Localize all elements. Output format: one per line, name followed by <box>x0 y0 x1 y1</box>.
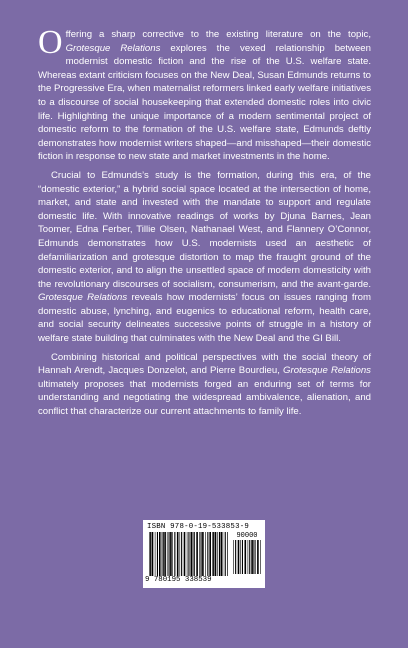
barcode-bar <box>238 540 240 574</box>
barcode-bar <box>215 532 217 576</box>
book-title-ref: Grotesque Relations <box>65 42 161 54</box>
addon-barcode-bars <box>233 540 261 574</box>
addon-digits: 90000 <box>236 532 258 540</box>
barcode-bar <box>184 532 186 576</box>
barcode-bar <box>162 532 163 576</box>
barcode-bar <box>221 532 223 576</box>
barcode-bar <box>260 540 261 574</box>
barcode-bar <box>207 532 208 576</box>
barcode-bar <box>253 540 254 574</box>
barcode-bar <box>150 532 151 576</box>
barcode-bar <box>180 532 181 576</box>
barcode-bar <box>193 532 194 576</box>
barcode-bar <box>240 540 241 574</box>
barcode-bar <box>177 532 179 576</box>
blurb-paragraph-1 <box>38 24 371 164</box>
barcode-bar <box>205 532 206 576</box>
barcode-bar <box>251 540 253 574</box>
paragraph-2-rest: reveals how modernists’ focus on issues ranging from domestic abuse, lynching, and eugenics to educational reform, health care, and social security delineates successive points of struggle in a history of welfare state building that culminates with the New Deal and the GI Bill. <box>38 292 372 345</box>
barcode-bar <box>199 532 200 576</box>
barcode-bar <box>157 532 158 576</box>
barcode-bar <box>223 532 224 576</box>
blurb-paragraph-2 <box>38 169 371 346</box>
barcode-bar <box>248 540 249 574</box>
barcode-bar <box>188 532 189 576</box>
barcode-bar <box>242 540 243 574</box>
paragraph-3-rest: ultimately proposes that modernists forged an enduring set of terms for understanding and negotiating the widespread ambivalence, alienation, and conflict that characterize our current attachments to family life. <box>38 378 371 418</box>
blurb-paragraph-3 <box>38 351 371 419</box>
barcode-bar <box>187 532 188 576</box>
barcode-bar <box>174 532 175 576</box>
barcode-bar <box>149 532 150 576</box>
barcode-bar <box>170 532 172 576</box>
barcode-bar <box>225 532 226 576</box>
barcode-bar <box>209 532 211 576</box>
book-title-ref: Grotesque Relations <box>38 292 128 304</box>
paragraph-1-rest: explores the vexed relationship between modernist domestic fiction and the rise of the U.S. welfare state. Whereas extant criticism focuses on the New Deal, Susan Edmunds returns to the Progressive Era, when maternalist reformers linked early welfare initiatives to a discourse of social housekeeping that extended domestic roles into civic life. Highlighting the unique importance of a modern sentimental project of domestic reform to the formation of the U.S. welfare state, Edmunds deftly demonstrates how modernist writers shaped—and misshaped—their domestic fiction in response to new state and market investments in the home. <box>38 42 371 163</box>
barcode-bar <box>227 532 228 576</box>
paragraph-1-lead: ffering a sharp corrective to the existing literature on the topic, <box>65 29 371 40</box>
barcode-bar <box>217 532 218 576</box>
barcode-bar <box>233 540 234 574</box>
barcode-bar <box>249 540 250 574</box>
barcode-bar <box>191 532 193 576</box>
barcode-bar <box>196 532 198 576</box>
ean-digits: 9 780195 338539 <box>145 576 212 584</box>
isbn-barcode <box>143 520 265 588</box>
blurb-text <box>38 24 372 424</box>
barcode-bar <box>219 532 220 576</box>
barcode-bar <box>202 532 204 576</box>
barcode-bar <box>152 532 154 576</box>
barcode-bar <box>245 540 247 574</box>
barcode-bar <box>181 532 182 576</box>
barcode-bar <box>212 532 213 576</box>
barcode-bar <box>235 540 236 574</box>
barcode-bar <box>169 532 170 576</box>
paragraph-3-lead: Combining historical and political perspectives with the social theory of Hannah Arendt, Jacques Donzelot, and Pierre Bourdieu, <box>38 351 371 377</box>
barcode-bar <box>213 532 214 576</box>
barcode-bar <box>194 532 195 576</box>
barcode-bar <box>255 540 256 574</box>
barcode-bar <box>159 532 161 576</box>
ean-barcode-bars <box>149 532 228 576</box>
paragraph-2-lead: Crucial to Edmunds’s study is the formation, during this era, of the “domestic exterior,” a hybrid social space located at the intersection of home, market, and state and invested with the mandate to support and regulate domestic life. With innovative readings of works by Djuna Barnes, Jean Toomer, Edna Ferber, Tillie Olsen, Nathanael West, and Flannery O’Connor, Edmunds demonstrates how U.S. modernists used an aesthetic of defamiliarization and grotesque distortion to map the fraught ground of the domestic exterior, and to align the unsettled space of modern domesticity with the revolutionary discourses of socialism, consumerism, and the avant-garde. <box>38 169 371 290</box>
isbn-label: ISBN 978-0-19-533853-9 <box>147 523 249 531</box>
drop-cap: O <box>38 24 63 61</box>
book-title-ref: Grotesque Relations <box>283 365 371 377</box>
barcode-bar <box>257 540 259 574</box>
barcode-bar <box>164 532 166 576</box>
barcode-bar <box>155 532 156 576</box>
barcode-bar <box>201 532 202 576</box>
barcode-bar <box>167 532 168 576</box>
barcode-bar <box>172 532 173 576</box>
barcode-bar <box>163 532 164 576</box>
